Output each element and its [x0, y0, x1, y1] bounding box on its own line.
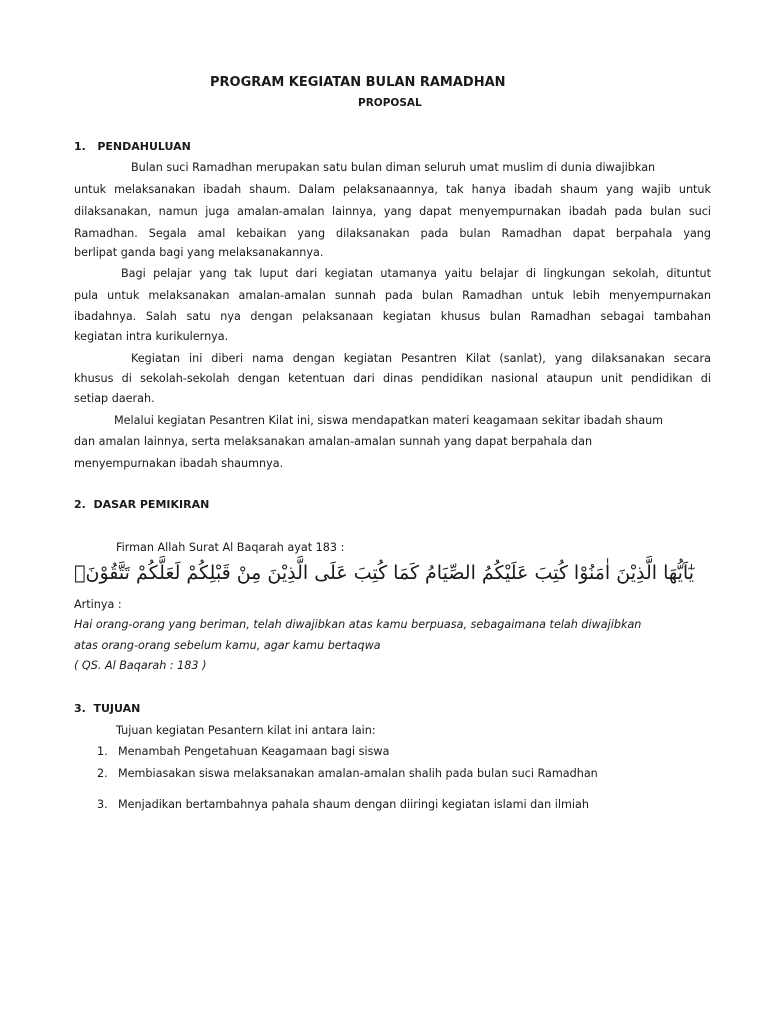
document-title: PROGRAM KEGIATAN BULAN RAMADHAN	[210, 75, 506, 90]
goal-list-item	[97, 797, 589, 812]
paragraph-line: dilaksanakan, namun juga amalan-amalan lainnya, yang dapat menyempurnakan ibadah pada bulan suci	[74, 205, 711, 218]
document-subtitle: PROPOSAL	[358, 97, 422, 109]
translation-line: atas orang-orang sebelum kamu, agar kamu bertaqwa	[74, 639, 381, 652]
paragraph-line: Melalui kegiatan Pesantren Kilat ini, siswa mendapatkan materi keagamaan sekitar ibadah shaum	[114, 414, 664, 427]
goal-number: 2.	[97, 767, 108, 780]
verse-reference: ( QS. Al Baqarah : 183 )	[74, 659, 207, 672]
goals-intro: Tujuan kegiatan Pesantern kilat ini antara lain:	[116, 724, 376, 737]
verse-intro: Firman Allah Surat Al Baqarah ayat 183 :	[116, 541, 345, 554]
goal-number: 1.	[97, 745, 108, 758]
section-3-heading: 3. TUJUAN	[74, 702, 141, 715]
paragraph-line: ibadahnya. Salah satu nya dengan pelaksanaan kegiatan khusus bulan Ramadhan sebagai tambahan	[74, 310, 711, 323]
paragraph-line: Bagi pelajar yang tak luput dari kegiatan utamanya yaitu belajar di lingkungan sekolah, dituntut	[121, 267, 711, 280]
goal-text: Menjadikan bertambahnya pahala shaum dengan diiringi kegiatan islami dan ilmiah	[118, 798, 589, 811]
section-1-heading: 1. PENDAHULUAN	[74, 140, 191, 153]
paragraph-line: untuk melaksanakan ibadah shaum. Dalam pelaksanaannya, tak hanya ibadah shaum yang wajib untuk	[74, 183, 711, 196]
paragraph-line: kegiatan intra kurikulernya.	[74, 330, 229, 343]
section-2-heading: 2. DASAR PEMIKIRAN	[74, 498, 210, 511]
paragraph-line: Bulan suci Ramadhan merupakan satu bulan diman seluruh umat muslim di dunia diwajibkan	[131, 161, 656, 174]
goal-number: 3.	[97, 798, 108, 811]
paragraph-line: berlipat ganda bagi yang melaksanakannya.	[74, 246, 324, 259]
artinya-label: Artinya :	[74, 598, 122, 611]
goal-list-item	[97, 744, 389, 759]
paragraph-line: setiap daerah.	[74, 392, 155, 405]
arabic-verse: يٰٓاَيُّهَا الَّذِيْنَ اٰمَنُوْا كُتِبَ عَلَيْكُمُ الصِّيَامُ كَمَا كُتِبَ عَلَى الَّذِيْنَ مِنْ قَبْلِكُمْ لَعَلَّكُمْ تَتَّقُوْنَۙ	[74, 562, 694, 584]
goal-list-item	[97, 766, 598, 781]
paragraph-line: pula untuk melaksanakan amalan-amalan sunnah pada bulan Ramadhan untuk lebih menyempurnakan	[74, 289, 711, 302]
goal-text: Membiasakan siswa melaksanakan amalan-amalan shalih pada bulan suci Ramadhan	[118, 767, 598, 780]
paragraph-line: Kegiatan ini diberi nama dengan kegiatan Pesantren Kilat (sanlat), yang dilaksanakan secara	[131, 352, 711, 365]
paragraph-line: Ramadhan. Segala amal kebaikan yang dilaksanakan pada bulan Ramadhan dapat berpahala yang	[74, 227, 711, 240]
goal-text: Menambah Pengetahuan Keagamaan bagi siswa	[118, 745, 390, 758]
paragraph-line: khusus di sekolah-sekolah dengan ketentuan dari dinas pendidikan nasional ataupun unit pendidikan di	[74, 372, 711, 385]
paragraph-line: menyempurnakan ibadah shaumnya.	[74, 457, 284, 470]
paragraph-line: dan amalan lainnya, serta melaksanakan amalan-amalan sunnah yang dapat berpahala dan	[74, 435, 593, 448]
translation-line: Hai orang-orang yang beriman, telah diwajibkan atas kamu berpuasa, sebagaimana telah diwajibkan	[74, 618, 642, 631]
